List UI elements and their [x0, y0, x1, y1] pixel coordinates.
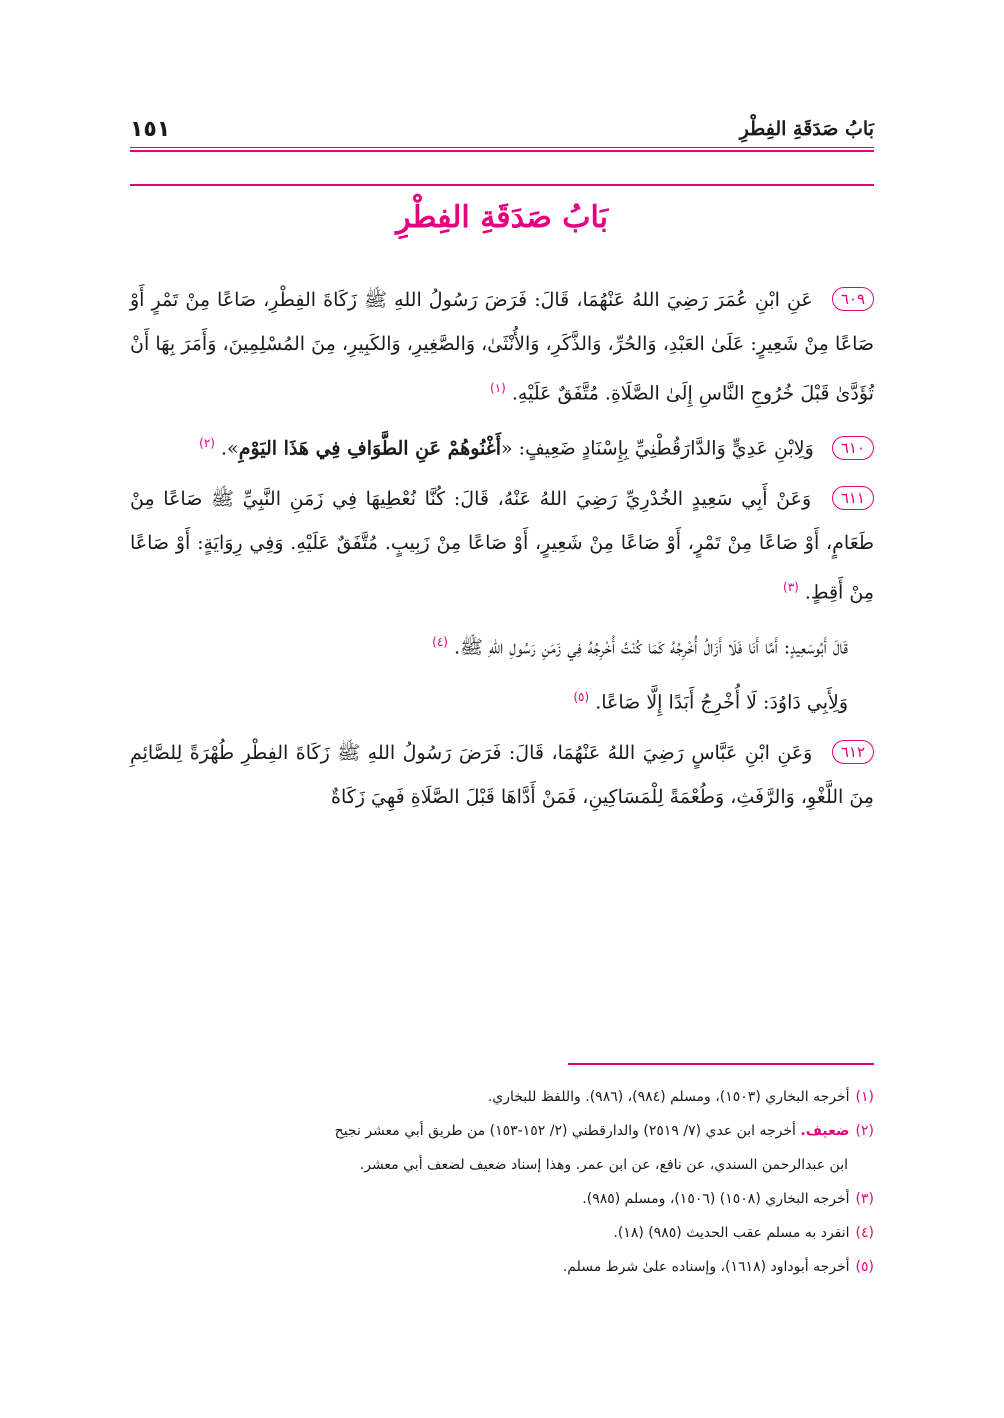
hadith-611 [130, 477, 874, 614]
footnote-text: أخرجه أبوداود (١٦١٨)، وإسناده علىٰ شرط مسلم. [562, 1259, 850, 1275]
footnote-5 [130, 1250, 874, 1284]
hadith-number: ٦١٠ [832, 436, 874, 460]
footnote-ref[interactable]: (١) [490, 381, 506, 395]
hadith-609 [130, 278, 874, 415]
hadith-text: وَلِابْنِ عَدِيٍّ وَالدَّارَقُطْنِيِّ بِإِسْنَادٍ ضَعِيفٍ: « [501, 437, 814, 460]
footnote-number: (٢) [855, 1123, 874, 1139]
footnote-ref[interactable]: (٤) [432, 634, 448, 649]
hadith-612 [130, 731, 874, 819]
quote-close: ». [221, 437, 239, 460]
abu-dawud-narration [130, 675, 874, 724]
hadith-number: ٦١١ [832, 486, 874, 510]
footnote-ref[interactable]: (٢) [199, 436, 215, 451]
hadith-number: ٦١٢ [832, 740, 874, 764]
main-text [130, 278, 874, 825]
hadith-text: وَعَنْ أَبِي سَعِيدٍ الخُدْرِيِّ رَضِيَ اللهُ عَنْهُ، قَالَ: كُنَّا نُعْطِيهَا فِي زَمَنِ النَّبِيِّ ﷺ صَاعًا مِنْ طَعَامٍ، أَوْ صَاعًا مِنْ تَمْرٍ، أَوْ صَاعًا مِنْ شَعِيرٍ، أَوْ صَاعًا مِنْ زَبِيبٍ. مُتَّفَقٌ عَلَيْهِ. وَفِي رِوَايَةٍ: أَوْ صَاعًا مِنْ أَقِطٍ. [130, 487, 874, 603]
footnote-text: أخرجه ابن عدي (٧/ ٢٥١٩) والدارقطني (٢/ ١٥٢-١٥٣) من طريق أبي معشر نجيح [334, 1123, 801, 1139]
header-rule-thin [130, 147, 874, 148]
page-header [130, 112, 874, 146]
running-title: بَابُ صَدَقَةِ الفِطْرِ [739, 118, 874, 140]
footnote-ref[interactable]: (٣) [783, 579, 799, 594]
abu-dawud-text: وَلِأَبِي دَاوُدَ: لَا أُخْرِجُ أَبَدًا إِلَّا صَاعًا. [595, 691, 848, 714]
footnote-text: أخرجه البخاري (١٥٠٣)، ومسلم (٩٨٤)، (٩٨٦). واللفظ للبخاري. [487, 1089, 850, 1105]
footnote-number: (٣) [855, 1191, 874, 1207]
footnote-text: أخرجه البخاري (١٥٠٨) (١٥٠٦)، ومسلم (٩٨٥). [582, 1191, 850, 1207]
footnote-1 [130, 1080, 874, 1114]
footnote-4 [130, 1216, 874, 1250]
hadith-quote: أَغْنُوهُمْ عَنِ الطَّوَافِ فِي هَذَا اليَوْمِ [238, 437, 502, 460]
footnote-2-continued [130, 1148, 874, 1182]
footnote-3 [130, 1182, 874, 1216]
hadith-number: ٦٠٩ [832, 287, 874, 311]
footnote-ref[interactable]: (٥) [573, 690, 590, 705]
footnote-grade: ضعيف. [800, 1123, 850, 1139]
hadith-text: وَعَنِ ابْنِ عَبَّاسٍ رَضِيَ اللهُ عَنْهُمَا، قَالَ: فَرَضَ رَسُولُ اللهِ ﷺ زَكَاةَ الفِطْرِ طُهْرَةً لِلصَّائِمِ مِنَ اللَّغْوِ، وَالرَّفَثِ، وَطُعْمَةً لِلْمَسَاكِينِ، فَمَنْ أَدَّاهَا قَبْلَ الصَّلَاةِ فَهِيَ زَكَاةٌ [130, 741, 874, 808]
footnote-text: ابن عبدالرحمن السندي، عن نافع، عن ابن عمر. وهذا إسناد ضعيف لضعف أبي معشر. [359, 1157, 848, 1173]
header-rule-thick [130, 150, 874, 152]
footnote-number: (٥) [855, 1259, 874, 1275]
footnotes [130, 1080, 874, 1284]
page-number: ١٥١ [130, 116, 171, 142]
footnote-2 [130, 1114, 874, 1148]
footnote-text: انفرد به مسلم عقب الحديث (٩٨٥) (١٨). [613, 1225, 850, 1241]
footnote-separator [568, 1063, 874, 1065]
abu-said-text: قَالَ أَبُوسَعِيدٍ: أَمَّا أَنَا فَلَا أَزَالُ أُخْرِجُهُ كَمَا كُنْتُ أُخْرِجُهُ فِي زَمَنِ رَسُولِ اللهِ ﷺ. [454, 636, 848, 659]
footnote-number: (٤) [855, 1225, 874, 1241]
footnote-number: (١) [855, 1089, 874, 1105]
title-rule [130, 184, 874, 186]
hadith-text: عَنِ ابْنِ عُمَرَ رَضِيَ اللهُ عَنْهُمَا، قَالَ: فَرَضَ رَسُولُ اللهِ ﷺ زَكَاةَ الفِطْرِ، صَاعًا مِنْ تَمْرٍ أَوْ صَاعًا مِنْ شَعِيرٍ: عَلَىٰ العَبْدِ، وَالحُرِّ، وَالذَّكَرِ، وَالأُنْثَىٰ، وَالصَّغِيرِ، وَالكَبِيرِ، مِنَ المُسْلِمِينَ، وَأَمَرَ بِهَا أَنْ تُؤَدَّىٰ قَبْلَ خُرُوجِ النَّاسِ إِلَىٰ الصَّلَاةِ. مُتَّفَقٌ عَلَيْهِ. [130, 289, 874, 405]
hadith-610 [130, 421, 874, 470]
chapter-title: بَابُ صَدَقَةِ الفِطْرِ [395, 200, 609, 235]
abu-said-statement [130, 620, 874, 669]
